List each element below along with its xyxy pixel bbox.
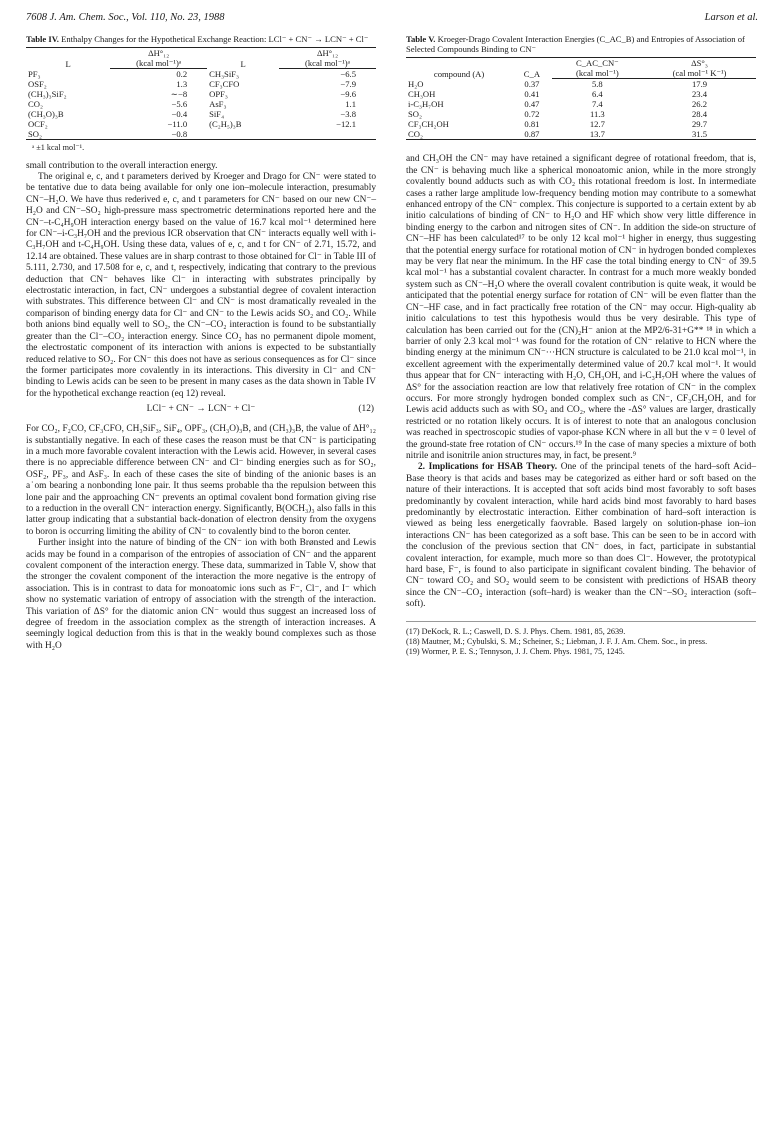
table-cell: (CH₃O)₃B <box>28 109 64 120</box>
table-cell: 6.4 <box>591 89 603 100</box>
table-cell: 23.4 <box>691 89 708 100</box>
table-v-caption <box>406 34 756 54</box>
table-iv-caption <box>26 34 376 44</box>
table-cell: −11.0 <box>167 119 188 130</box>
table-cell: 7.4 <box>591 99 603 110</box>
table-cell: 0.41 <box>524 89 540 100</box>
table-v-header-ca: C_A <box>523 68 541 79</box>
table-iv <box>26 47 376 140</box>
footnotes <box>406 621 756 657</box>
table-cell: −12.1 <box>336 119 356 130</box>
table-row <box>26 129 376 140</box>
table-cell: −6.5 <box>340 69 356 80</box>
paragraph: small contribution to the overall interaction energy. <box>26 160 218 171</box>
table-cell: 17.9 <box>691 79 708 90</box>
table-v-header-cacn: C_AC_CN⁻ <box>575 58 619 69</box>
table-row <box>406 89 756 99</box>
table-row <box>406 79 756 90</box>
table-v-header-compound: compound (A) <box>433 68 485 79</box>
table-row <box>406 99 756 109</box>
table-row <box>26 119 376 129</box>
table-cell: 1.3 <box>176 79 188 90</box>
left-column <box>26 34 376 652</box>
table-cell: CO₂ <box>28 99 43 110</box>
paragraph: Further insight into the nature of binding of the CN⁻ ion with both Brønsted and Lewis acids may be found in a comparison of the entropies of association of CN⁻ and the apparent covalent component of the interaction energy. These data, summarized in Table V, show that the stronger the covalent component of the interaction the more negative is the entropy of association. This is in contrast to data for monoatomic ions such as F⁻, Cl⁻, and I⁻ which show no systematic variation of entropy of association with the strength of the interaction. This variation of ΔS° for the diatomic anion CN⁻ would thus suggest an increased loss of degree of freedom in the association complex as the strength of interaction increases. A seemingly logical deduction from this is that in the weakly bound complexes such as those with H₂O <box>26 538 376 651</box>
equation-expression: LCl⁻ + CN⁻ → LCN⁻ + Cl⁻ <box>146 404 256 415</box>
table-cell: PF₃ <box>28 68 41 79</box>
table-cell: 0.47 <box>524 99 540 110</box>
table-v <box>406 57 756 140</box>
table-iv-footnote: ᵃ ±1 kcal mol⁻¹. <box>32 143 85 153</box>
table-cell: −0.8 <box>110 129 207 140</box>
table-cell: 0.72 <box>524 109 540 120</box>
table-cell: SO₂ <box>26 129 110 140</box>
author-running-head: Larson et al. <box>704 12 758 23</box>
table-row <box>26 79 376 89</box>
table-cell: 5.8 <box>591 79 603 90</box>
table-cell: (C₂H₅)₃B <box>209 119 242 130</box>
table-v-header-ds-units: (cal mol⁻¹ K⁻¹) <box>643 68 756 79</box>
table-cell: OSF₂ <box>28 79 47 90</box>
paragraph-text: One of the principal tenets of the hard–soft Acid–Base theory is that acids and bases may be categorized as either hard or soft based on the nature of their interactions. It is accepted that soft acids bind most favorably to soft bases predominantly by covalent interaction, while hard acids bind most favorably to hard bases predominantly by electrostatic interaction. Either combination of hard–soft interaction is viewed as being less energetically faovrable. Based largely on solution-phase ion–ion interactions CN⁻ has been categorized as a soft base. This can be seen to be in accord with the conclusion of the previous section that CN⁻ does, in fact, participate in substantial covalent interaction, for example, much more so than does Cl⁻. However, the prototypical hard base, F⁻, is found to also participate in significant covalent binding. The behavior of CN⁻ toward CO₂ and SO₂ would seem to be consistent with predictions of HSAB theory since the CN⁻–CO₂ interaction (soft–hard) is weaker than the CN⁻–SO₂ interaction (soft–soft). <box>406 462 756 610</box>
table-iv-header-units1: (kcal mol⁻¹)ᵃ <box>110 58 207 69</box>
equation-12 <box>26 404 376 420</box>
table-v-label: Table V. <box>406 34 436 44</box>
table-cell: OCF₂ <box>28 119 48 130</box>
table-row <box>26 69 376 80</box>
table-cell: CF₃CH₂OH <box>408 119 449 130</box>
table-cell: 11.3 <box>589 109 605 120</box>
table-cell: 28.4 <box>691 109 708 120</box>
right-column <box>406 34 756 657</box>
table-cell: SiF₄ <box>209 109 225 120</box>
table-cell: −5.6 <box>171 99 188 110</box>
table-row <box>26 89 376 99</box>
table-cell: CO₂ <box>406 129 512 140</box>
table-cell: 12.7 <box>589 119 605 130</box>
table-iv-label: Table IV. <box>26 34 59 44</box>
paragraph: and CH₃OH the CN⁻ may have retained a significant degree of rotational freedom, that is, the CN⁻ is behaving much like a spherical monoatomic anion, while in the more strongly covalently bound adducts such as with CO₂ this rotational freedom is lost. In intermediate cases a rather large amplitude low-frequency bending motion may contribute to a somewhat enhanced entropy of the CN⁻ complex. This conjecture is supported to a certain extent by ab initio calculations of binding of CN⁻ to H₂O and HF which show very little difference in binding energy to the carbon and nitrogen sites of CN⁻. In addition the side-on structure of CN⁻–HF has been calculated¹⁷ to be only 12 kcal mol⁻¹ higher in energy, thus suggesting that the potential energy surface for rotational motion of CN⁻ in hydrogen bonded complexes may be very flat near the minimum. In the HF case the total binding energy to CN⁻ of 39.5 kcal mol⁻¹ has a substantial covalent character. In contrast for a much more weakly bonded system such as CN⁻–H₂O where the overall covalent contribution is quite weak, it would be anticipated that the potential energy surface for rotation of CN⁻ will be even flatter than the CN⁻–HF case, and in fact practically free rotation of the CN⁻ may occur. High-quality ab initio calculations to test this hypothesis would thus be very desirable. This type of calculation has been carried out for the (CN)₂H⁻ anion at the MP2/6-31+G** ¹⁸ in which a barrier of only 2.3 kcal mol⁻¹ was found for the rotation of CN⁻ relative to HCN where the binding energy at the minimum CN⁻···HCN structure is calculated to be 21.0 kcal mol⁻¹, in excellent agreement with the experimentally determined value of 20.7 kcal mol⁻¹. It would thus appear that for CN⁻ interacting with H₂O, CH₃OH, and i-C₃H₇OH where the values of ΔS° for the association reaction are low that relatively free rotation of CN⁻ in the complex occurs. For more strongly hydrogen bonded complex such as CN⁻, CF₃CH₂OH, and for Lewis acid adducts such as with SO₂ and CO₂, where the -ΔS° values are larger, drastically restricted or no rotation likely occurs. It is of interest to note that an analogous conclusion was reached in spectroscopic studies of vapor-phase KCN where in all but the v = 0 level of the ground-state free rotation of CN⁻ occurs.¹⁹ In the case of many species a mixture of both nitrile and isonitrile anion structures may, in fact, be present.⁹ <box>406 154 756 461</box>
table-row <box>406 119 756 129</box>
footnote: (17) DeKock, R. L.; Caswell, D. S. J. Phys. Chem. 1981, 85, 2639. <box>406 626 626 636</box>
table-cell: (CH₃)₃SiF₂ <box>28 89 67 100</box>
table-cell: H₂O <box>408 79 424 90</box>
section-heading: 2. Implications for HSAB Theory. <box>418 462 558 473</box>
table-iv-caption-text: Enthalpy Changes for the Hypothetical Exchange Reaction: LCl⁻ + CN⁻ → LCN⁻ + Cl⁻ <box>58 34 369 44</box>
table-cell: 29.7 <box>691 119 708 130</box>
table-cell: 1.1 <box>345 99 356 110</box>
table-cell: 0.37 <box>524 79 540 90</box>
table-cell: CF₃CFO <box>209 79 240 90</box>
table-cell <box>279 129 376 140</box>
table-cell: SO₂ <box>408 109 422 120</box>
table-row <box>26 109 376 119</box>
table-cell: 0.87 <box>512 129 552 140</box>
table-cell: 0.2 <box>176 69 188 80</box>
table-v-caption-text: Kroeger-Drago Covalent Interaction Energies (C_AC_B) and Entropies of Association of Selected Compounds Binding to CN⁻ <box>406 34 745 55</box>
table-iv-header-dh1: ΔH°₁₂ <box>148 48 170 59</box>
table-cell: −9.6 <box>340 89 356 100</box>
table-cell <box>207 129 279 140</box>
equation-number: (12) <box>358 404 374 415</box>
table-row <box>406 109 756 119</box>
journal-citation: 7608 J. Am. Chem. Soc., Vol. 110, No. 23, 1988 <box>26 12 225 23</box>
table-iv-header-l1: L <box>65 58 71 69</box>
table-cell: AsF₃ <box>209 99 227 110</box>
table-cell: −3.8 <box>340 109 356 120</box>
table-cell: OPF₃ <box>209 89 228 100</box>
table-cell: CH₃OH <box>408 89 436 100</box>
table-row <box>406 129 756 140</box>
table-v-header-cacn-units: (kcal mol⁻¹) <box>552 68 643 79</box>
table-cell: CH₃SiF₃ <box>209 68 240 79</box>
table-cell: 13.7 <box>552 129 643 140</box>
table-cell: 26.2 <box>691 99 708 110</box>
table-cell: 0.81 <box>524 119 540 130</box>
table-cell: ∼−8 <box>170 89 188 100</box>
running-header <box>26 12 758 26</box>
table-cell: 31.5 <box>643 129 756 140</box>
table-iv-header-units2: (kcal mol⁻¹)ᵃ <box>279 58 376 69</box>
table-v-header-ds: ΔS°₃ <box>691 58 708 69</box>
footnote: (18) Mautner, M.; Cybulski, S. M.; Scheiner, S.; Liebman, J. F. J. Am. Chem. Soc., in press. <box>406 636 708 646</box>
table-iv-header-dh2: ΔH°₁₂ <box>316 48 339 59</box>
paragraph: The original e, c, and t parameters derived by Kroeger and Drago for CN⁻ were stated to be tentative due to data being available for only one ion–molecule interaction, presumably CN⁻–H₂O. We have thus rederived e, c, and t parameters for CN⁻ based on our new CN⁻–H₂O and CN⁻–SO₂ high-pressure mass spectrometric determinations reported here and the CN⁻–t-C₄H₉OH interaction energy based on the value of 16.7 kcal mol⁻¹ determined here for CN⁻–i-C₃H₇OH and the previous ICR observation that CN⁻ interacts equally well with i-C₃H₇OH and t-C₄H₉OH. Using these data, values of e, c, and t for CN⁻ of 2.71, 15.72, and 12.14 are obtained. These values are in sharp contrast to those obtained for Cl⁻ in Table III of 5.111, 2.730, and 17.508 for e, c, and t, respectively, indicating that contrary to the previous deduction that CN⁻ behaves like Cl⁻ in interacting with substrates principally by electrostatic interaction, in fact, CN⁻ undergoes a substantial degree of covalent interaction with substrates. This difference between Cl⁻ and CN⁻ is most dramatically revealed in the comparison of binding energy data for Cl⁻ and CN⁻ to the Lewis acids SO₂ and CO₂. While both anions bind equally well to SO₂, the CN⁻–CO₂ interaction is found to be substantially greater than the Cl⁻–CO₂ interaction energy. Since CO₂ has no permanent dipole moment, the electrostatic component of its interaction with anions is expected to be substantially reduced relative to SO₂. For CN⁻ this does not have as serious consequences as for Cl⁻ since the former participates more covalently in its interactions. This diversity in Cl⁻ and CN⁻ binding to Lewis acids can be seen to be present in many cases as the data shown in Table IV for the hypothetical exchange reaction (eq 12) reveal. <box>26 172 376 399</box>
table-iv-header-l2: L <box>240 58 246 69</box>
table-cell: i-C₃H₇OH <box>408 99 444 110</box>
table-cell: −0.4 <box>171 109 188 120</box>
paragraph: For CO₂, F₂CO, CF₃CFO, CH₃SiF₃, SiF₄, OPF₃, (CH₃O)₃B, and (CH₃)₃B, the value of ΔH°₁₂ is substantially negative. In each of these cases the reason must be that CN⁻ is participating in a much more favorable covalent interaction with the Lewis acid. However, in several cases there is no appreciable difference between CN⁻ and Cl⁻ binding energies such as for SO₂, OSF₂, PF₃, and AsF₃. In each of these cases the site of binding of the anionic bases is an a˙om bearing a nonbonding lone pair. It thus seems probable tha the repulsion between this lone pair and the approaching CN⁻ prevents an optimal covalent bond formation giving rise to a reduction in the overall CN⁻ interaction energy. Significantly, B(OCH₃)₃ also falls in this latter group indicating that a substantial back-donation of electron density from the oxygens to boron is occurring limiting the ability of CN⁻ to covalently bind to the boron center. <box>26 424 376 537</box>
table-cell: −7.9 <box>340 79 356 90</box>
paragraph <box>406 462 756 610</box>
table-row <box>26 99 376 109</box>
footnote: (19) Wormer, P. E. S.; Tennyson, J. J. Chem. Phys. 1981, 75, 1245. <box>406 646 625 656</box>
